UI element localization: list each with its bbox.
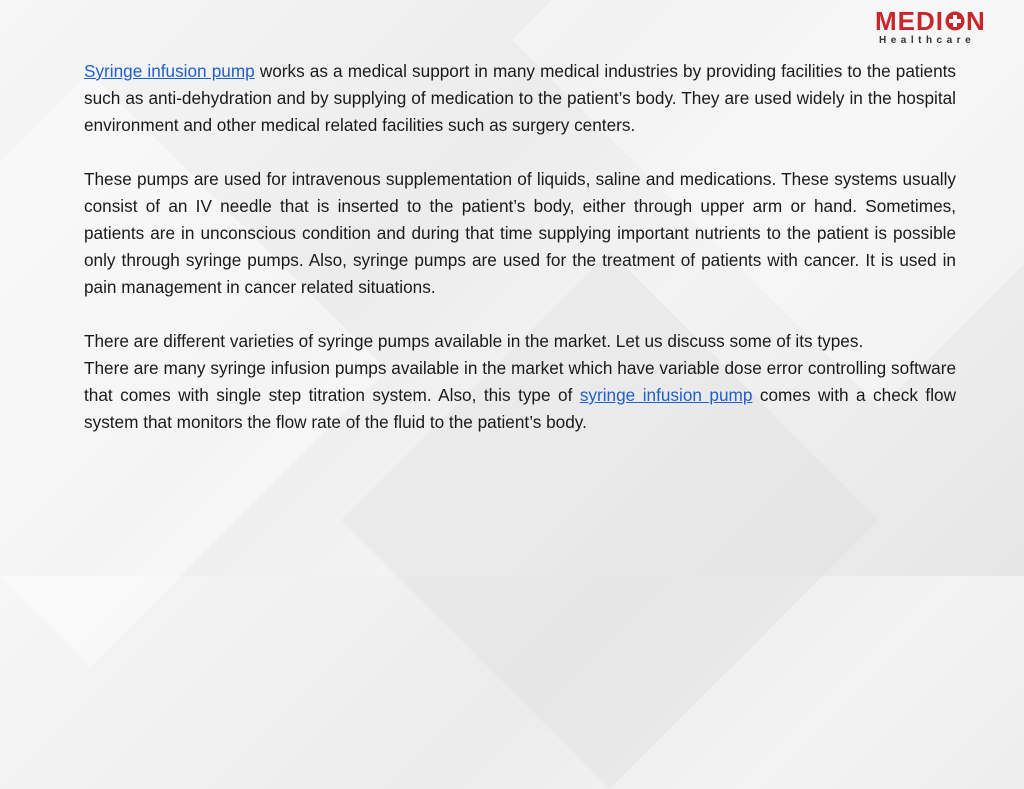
paragraph-intro: [84, 58, 956, 139]
syringe-infusion-pump-link[interactable]: Syringe infusion pump: [84, 61, 255, 81]
syringe-infusion-pump-link-2[interactable]: syringe infusion pump: [579, 385, 753, 405]
medical-cross-icon: [945, 11, 965, 31]
logo-wordmark: [875, 8, 1015, 34]
logo-brand-left: MEDI: [875, 6, 944, 36]
paragraph-software-text-after: comes with a check flow system that monitors the flow rate of the fluid to the patient’s body.: [84, 385, 956, 432]
paragraph-intro-text: works as a medical support in many medical industries by providing facilities to the patients such as anti-dehydration and by supplying of medication to the patient’s body. They are used widely in the hospital environment and other medical related facilities such as surgery centers.: [84, 61, 957, 135]
paragraph-spacer: [84, 139, 956, 166]
paragraph-varieties: There are different varieties of syringe pumps available in the market. Let us discuss some of its types.: [84, 331, 864, 351]
logo-tagline: Healthcare: [879, 35, 976, 46]
paragraph-software: [84, 355, 956, 436]
medion-healthcare-logo: [875, 8, 1015, 50]
article-body: [84, 58, 956, 436]
paragraph-software-text-before: There are many syringe infusion pumps available in the market which have variable dose error controlling software that comes with single step titration system. Also, this type of: [84, 358, 956, 405]
paragraph-usage: These pumps are used for intravenous supplementation of liquids, saline and medications. These systems usually consist of an IV needle that is inserted to the patient’s body, either through upper arm or hand. Sometimes, patients are in unconscious condition and during that time supplying important nutrients to the patient is possible only through syringe pumps. Also, syringe pumps are used for the treatment of patients with cancer. It is used in pain management in cancer related situations.: [84, 169, 956, 297]
logo-brand-right: N: [966, 6, 986, 36]
paragraph-spacer: [84, 301, 956, 328]
